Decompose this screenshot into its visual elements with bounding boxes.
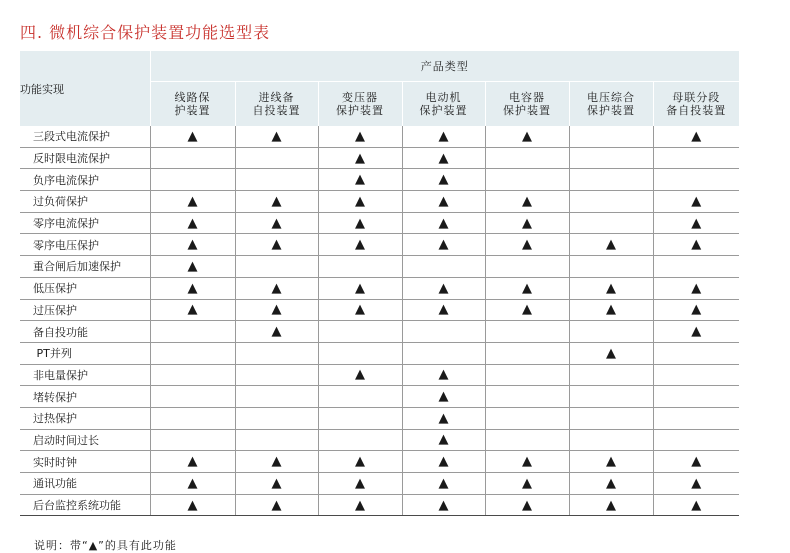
- support-cell: [485, 364, 569, 386]
- support-cell: [402, 126, 485, 147]
- product-column-label-line1: 电动机: [425, 91, 462, 104]
- support-cell: [318, 299, 402, 321]
- triangle-marker-icon: ▲: [438, 497, 449, 513]
- support-cell: [150, 256, 235, 278]
- support-cell: [485, 147, 569, 169]
- product-column-header: [318, 82, 402, 127]
- support-cell: [569, 256, 653, 278]
- feature-label: 零序电压保护: [20, 234, 150, 256]
- support-cell: [402, 147, 485, 169]
- feature-label: 反时限电流保护: [20, 147, 150, 169]
- support-cell: [653, 342, 739, 364]
- triangle-marker-icon: ▲: [355, 454, 365, 470]
- triangle-marker-icon: ▲: [522, 128, 532, 144]
- support-cell: [485, 386, 569, 408]
- support-cell: [235, 451, 318, 473]
- triangle-marker-icon: ▲: [355, 302, 365, 318]
- support-cell: [569, 126, 653, 147]
- triangle-marker-icon: ▲: [355, 215, 365, 231]
- triangle-marker-icon: ▲: [606, 280, 616, 296]
- product-column-label-line1: 电容器: [509, 91, 545, 104]
- triangle-marker-icon: ▲: [522, 237, 532, 253]
- support-cell: [485, 191, 569, 213]
- triangle-marker-icon: ▲: [438, 280, 449, 296]
- support-cell: [235, 407, 318, 429]
- support-cell: [318, 191, 402, 213]
- support-cell: [485, 299, 569, 321]
- support-cell: [569, 494, 653, 516]
- triangle-marker-icon: ▲: [187, 128, 198, 144]
- triangle-marker-icon: ▲: [355, 475, 365, 491]
- triangle-marker-icon: ▲: [691, 237, 702, 253]
- support-cell: [150, 277, 235, 299]
- triangle-marker-icon: ▲: [606, 237, 616, 253]
- legend-note: 说明：带“▲”的具有此功能: [34, 539, 177, 552]
- triangle-marker-icon: ▲: [187, 454, 198, 470]
- triangle-marker-icon: ▲: [355, 280, 365, 296]
- product-column-header: [235, 82, 318, 127]
- support-cell: [318, 429, 402, 451]
- triangle-marker-icon: ▲: [271, 454, 282, 470]
- table-row: [20, 386, 739, 408]
- table-row: [20, 494, 739, 516]
- support-cell: [402, 407, 485, 429]
- triangle-marker-icon: ▲: [187, 302, 198, 318]
- product-column-label-line2: 自投装置: [252, 104, 301, 117]
- support-cell: [318, 451, 402, 473]
- table-row: [20, 429, 739, 451]
- product-column-header: [402, 82, 485, 127]
- support-cell: [402, 256, 485, 278]
- product-column-label-line1: 线路保: [174, 91, 211, 104]
- triangle-marker-icon: ▲: [187, 193, 198, 209]
- support-cell: [150, 147, 235, 169]
- support-cell: [402, 212, 485, 234]
- triangle-marker-icon: ▲: [438, 475, 449, 491]
- triangle-marker-icon: ▲: [187, 280, 198, 296]
- support-cell: [569, 321, 653, 343]
- support-cell: [485, 494, 569, 516]
- table-row: [20, 473, 739, 495]
- support-cell: [402, 234, 485, 256]
- support-cell: [653, 407, 739, 429]
- support-cell: [485, 234, 569, 256]
- support-cell: [318, 386, 402, 408]
- feature-label: 启动时间过长: [20, 429, 150, 451]
- triangle-marker-icon: ▲: [522, 215, 532, 231]
- support-cell: [569, 429, 653, 451]
- support-cell: [318, 321, 402, 343]
- support-cell: [318, 277, 402, 299]
- product-column-label-line2: 保护装置: [503, 104, 551, 117]
- triangle-marker-icon: ▲: [438, 432, 449, 448]
- support-cell: [569, 299, 653, 321]
- table-row: [20, 299, 739, 321]
- support-cell: [318, 147, 402, 169]
- triangle-marker-icon: ▲: [438, 215, 449, 231]
- support-cell: [235, 126, 318, 147]
- support-cell: [235, 191, 318, 213]
- feature-label: 实时时钟: [20, 451, 150, 473]
- support-cell: [235, 234, 318, 256]
- support-cell: [569, 364, 653, 386]
- triangle-marker-icon: ▲: [187, 497, 198, 513]
- triangle-marker-icon: ▲: [691, 497, 702, 513]
- support-cell: [150, 451, 235, 473]
- product-column-header: [569, 82, 653, 127]
- feature-label: 通讯功能: [20, 473, 150, 495]
- feature-label: 负序电流保护: [20, 169, 150, 191]
- support-cell: [653, 126, 739, 147]
- support-cell: [318, 473, 402, 495]
- product-column-header: [150, 82, 235, 127]
- product-column-label-line2: 护装置: [174, 104, 211, 117]
- triangle-marker-icon: ▲: [271, 324, 282, 340]
- triangle-marker-icon: ▲: [691, 454, 702, 470]
- triangle-marker-icon: ▲: [355, 193, 365, 209]
- support-cell: [150, 386, 235, 408]
- support-cell: [569, 451, 653, 473]
- triangle-marker-icon: ▲: [271, 237, 282, 253]
- support-cell: [318, 494, 402, 516]
- support-cell: [569, 191, 653, 213]
- triangle-marker-icon: ▲: [522, 497, 532, 513]
- feature-label: 过热保护: [20, 407, 150, 429]
- support-cell: [485, 256, 569, 278]
- support-cell: [653, 212, 739, 234]
- support-cell: [235, 494, 318, 516]
- support-cell: [653, 299, 739, 321]
- table-row: [20, 407, 739, 429]
- support-cell: [235, 147, 318, 169]
- triangle-marker-icon: ▲: [606, 475, 616, 491]
- support-cell: [402, 299, 485, 321]
- product-column-label-line1: 进线备: [258, 91, 295, 104]
- triangle-marker-icon: ▲: [271, 128, 282, 144]
- triangle-marker-icon: ▲: [438, 172, 449, 188]
- triangle-marker-icon: ▲: [271, 302, 282, 318]
- triangle-marker-icon: ▲: [355, 172, 365, 188]
- support-cell: [485, 212, 569, 234]
- triangle-marker-icon: ▲: [522, 475, 532, 491]
- support-cell: [569, 473, 653, 495]
- triangle-marker-icon: ▲: [691, 324, 702, 340]
- triangle-marker-icon: ▲: [691, 280, 702, 296]
- support-cell: [653, 494, 739, 516]
- triangle-marker-icon: ▲: [355, 367, 365, 383]
- support-cell: [318, 169, 402, 191]
- feature-label: 后台监控系统功能: [20, 494, 150, 516]
- triangle-marker-icon: ▲: [271, 280, 282, 296]
- triangle-marker-icon: ▲: [438, 128, 449, 144]
- support-cell: [235, 364, 318, 386]
- support-cell: [318, 212, 402, 234]
- triangle-marker-icon: ▲: [271, 215, 282, 231]
- support-cell: [150, 169, 235, 191]
- product-column-label-line1: 电压综合: [587, 91, 635, 104]
- table-row: [20, 364, 739, 386]
- table-row: [20, 191, 739, 213]
- support-cell: [569, 212, 653, 234]
- product-column-label-line2: 保护装置: [419, 104, 468, 117]
- triangle-marker-icon: ▲: [438, 367, 449, 383]
- feature-label: PT并列: [20, 342, 150, 364]
- support-cell: [569, 342, 653, 364]
- support-cell: [485, 342, 569, 364]
- triangle-marker-icon: ▲: [691, 475, 702, 491]
- support-cell: [402, 342, 485, 364]
- feature-label: 零序电流保护: [20, 212, 150, 234]
- triangle-marker-icon: ▲: [606, 302, 616, 318]
- triangle-marker-icon: ▲: [691, 128, 702, 144]
- support-cell: [150, 234, 235, 256]
- feature-label: 三段式电流保护: [20, 126, 150, 147]
- support-cell: [653, 321, 739, 343]
- support-cell: [569, 277, 653, 299]
- table-row: [20, 321, 739, 343]
- support-cell: [485, 451, 569, 473]
- feature-column-header: 功能实现: [20, 51, 150, 126]
- triangle-marker-icon: ▲: [438, 150, 449, 166]
- feature-label: 低压保护: [20, 277, 150, 299]
- support-cell: [235, 169, 318, 191]
- product-column-header: [653, 82, 739, 127]
- support-cell: [653, 277, 739, 299]
- triangle-marker-icon: ▲: [438, 193, 449, 209]
- triangle-marker-icon: ▲: [187, 475, 198, 491]
- support-cell: [235, 256, 318, 278]
- support-cell: [235, 277, 318, 299]
- feature-label: 堵转保护: [20, 386, 150, 408]
- support-cell: [235, 429, 318, 451]
- triangle-marker-icon: ▲: [355, 128, 365, 144]
- support-cell: [150, 126, 235, 147]
- support-cell: [235, 321, 318, 343]
- triangle-marker-icon: ▲: [522, 280, 532, 296]
- triangle-marker-icon: ▲: [438, 389, 449, 405]
- support-cell: [653, 451, 739, 473]
- table-row: [20, 212, 739, 234]
- triangle-marker-icon: ▲: [438, 454, 449, 470]
- feature-label: 非电量保护: [20, 364, 150, 386]
- support-cell: [150, 321, 235, 343]
- support-cell: [653, 386, 739, 408]
- support-cell: [150, 342, 235, 364]
- triangle-marker-icon: ▲: [271, 193, 282, 209]
- triangle-marker-icon: ▲: [355, 497, 365, 513]
- support-cell: [402, 169, 485, 191]
- support-cell: [569, 386, 653, 408]
- support-cell: [569, 169, 653, 191]
- support-cell: [150, 473, 235, 495]
- product-column-header: [485, 82, 569, 127]
- triangle-marker-icon: ▲: [438, 302, 449, 318]
- product-column-label-line1: 母联分段: [672, 91, 721, 104]
- support-cell: [150, 429, 235, 451]
- support-cell: [402, 191, 485, 213]
- support-cell: [318, 364, 402, 386]
- product-column-label-line2: 保护装置: [587, 104, 635, 117]
- table-row: [20, 234, 739, 256]
- triangle-marker-icon: ▲: [271, 497, 282, 513]
- support-cell: [150, 299, 235, 321]
- support-cell: [235, 386, 318, 408]
- support-cell: [150, 494, 235, 516]
- support-cell: [318, 342, 402, 364]
- support-cell: [402, 429, 485, 451]
- triangle-marker-icon: ▲: [606, 345, 616, 361]
- support-cell: [653, 234, 739, 256]
- support-cell: [653, 169, 739, 191]
- support-cell: [318, 234, 402, 256]
- support-cell: [402, 321, 485, 343]
- triangle-marker-icon: ▲: [187, 215, 198, 231]
- triangle-marker-icon: ▲: [271, 475, 282, 491]
- function-selection-table: [20, 51, 739, 516]
- product-column-label-line2: 备自投装置: [666, 104, 727, 117]
- support-cell: [318, 256, 402, 278]
- support-cell: [402, 386, 485, 408]
- triangle-marker-icon: ▲: [355, 237, 365, 253]
- table-row: [20, 451, 739, 473]
- support-cell: [402, 364, 485, 386]
- support-cell: [235, 473, 318, 495]
- support-cell: [653, 256, 739, 278]
- table-row: [20, 147, 739, 169]
- triangle-marker-icon: ▲: [691, 215, 702, 231]
- support-cell: [150, 407, 235, 429]
- feature-label: 重合闸后加速保护: [20, 256, 150, 278]
- triangle-marker-icon: ▲: [606, 454, 616, 470]
- triangle-marker-icon: ▲: [522, 302, 532, 318]
- support-cell: [485, 429, 569, 451]
- support-cell: [653, 473, 739, 495]
- triangle-marker-icon: ▲: [691, 193, 702, 209]
- support-cell: [402, 494, 485, 516]
- support-cell: [402, 473, 485, 495]
- support-cell: [485, 169, 569, 191]
- triangle-marker-icon: ▲: [355, 150, 365, 166]
- feature-label: 过负荷保护: [20, 191, 150, 213]
- support-cell: [402, 451, 485, 473]
- product-column-label-line2: 保护装置: [336, 104, 384, 117]
- triangle-marker-icon: ▲: [187, 237, 198, 253]
- support-cell: [569, 407, 653, 429]
- product-column-label-line1: 变压器: [342, 91, 378, 104]
- support-cell: [485, 407, 569, 429]
- support-cell: [485, 321, 569, 343]
- feature-label: 备自投功能: [20, 321, 150, 343]
- support-cell: [235, 342, 318, 364]
- support-cell: [402, 277, 485, 299]
- table-row: [20, 256, 739, 278]
- support-cell: [653, 147, 739, 169]
- table-row: [20, 277, 739, 299]
- triangle-marker-icon: ▲: [438, 410, 449, 426]
- support-cell: [235, 299, 318, 321]
- support-cell: [318, 407, 402, 429]
- product-type-header: 产品类型: [150, 51, 739, 82]
- support-cell: [318, 126, 402, 147]
- triangle-marker-icon: ▲: [522, 193, 532, 209]
- support-cell: [653, 429, 739, 451]
- table-row: [20, 169, 739, 191]
- feature-label: 过压保护: [20, 299, 150, 321]
- support-cell: [485, 277, 569, 299]
- support-cell: [150, 364, 235, 386]
- triangle-marker-icon: ▲: [691, 302, 702, 318]
- triangle-marker-icon: ▲: [438, 237, 449, 253]
- page-title: 四. 微机综合保护装置功能选型表: [20, 23, 271, 42]
- support-cell: [150, 191, 235, 213]
- triangle-marker-icon: ▲: [522, 454, 532, 470]
- support-cell: [569, 147, 653, 169]
- table-row: [20, 126, 739, 147]
- support-cell: [569, 234, 653, 256]
- support-cell: [485, 473, 569, 495]
- support-cell: [235, 212, 318, 234]
- triangle-marker-icon: ▲: [187, 258, 198, 274]
- triangle-marker-icon: ▲: [606, 497, 616, 513]
- support-cell: [485, 126, 569, 147]
- support-cell: [653, 364, 739, 386]
- support-cell: [150, 212, 235, 234]
- table-row: [20, 342, 739, 364]
- support-cell: [653, 191, 739, 213]
